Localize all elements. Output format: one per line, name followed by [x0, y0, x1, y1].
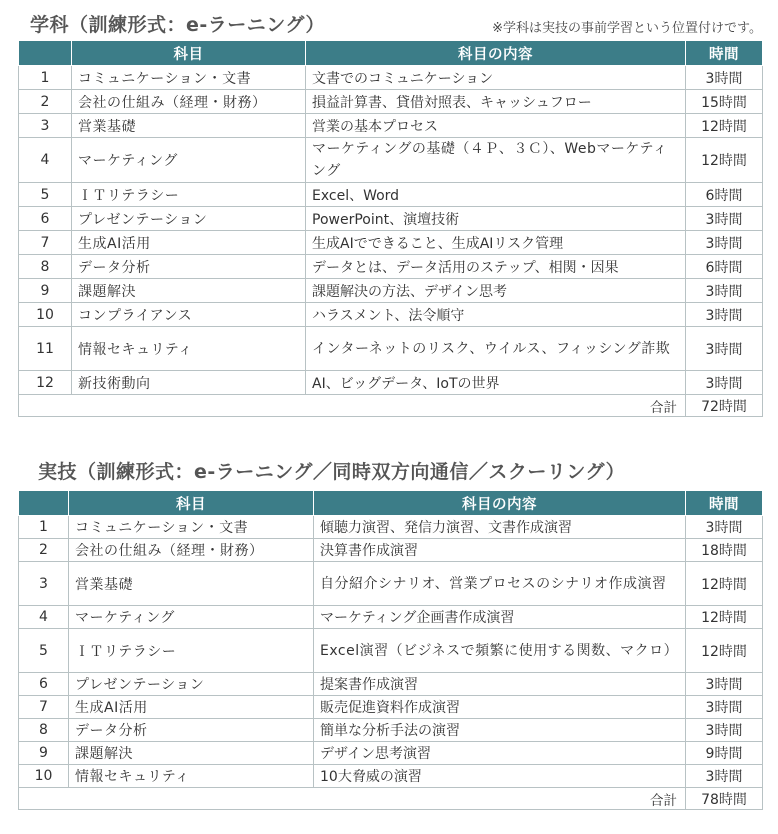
row-number: 7 — [19, 696, 69, 719]
table-row — [19, 66, 763, 90]
table-row — [19, 138, 763, 183]
row-hours: 12時間 — [686, 114, 763, 138]
row-number: 8 — [19, 719, 69, 742]
gakka-header-row — [19, 41, 763, 66]
row-subject: 会社の仕組み（経理・財務） — [72, 90, 306, 114]
jitsugi-header-row — [19, 491, 763, 516]
row-subject: 会社の仕組み（経理・財務） — [69, 539, 314, 562]
row-number: 1 — [19, 516, 69, 539]
row-subject: 情報セキュリティ — [69, 765, 314, 788]
row-hours: 3時間 — [686, 279, 763, 303]
row-content: 生成AIでできること、生成AIリスク管理 — [306, 231, 686, 255]
row-content: ハラスメント、法令順守 — [306, 303, 686, 327]
total-hours: 72時間 — [686, 395, 763, 417]
row-number: 12 — [19, 371, 72, 395]
table-row — [19, 606, 763, 629]
row-content: PowerPoint、演壇技術 — [306, 207, 686, 231]
row-content: 提案書作成演習 — [314, 673, 686, 696]
row-content: 営業の基本プロセス — [306, 114, 686, 138]
row-hours: 3時間 — [686, 327, 763, 371]
row-hours: 12時間 — [686, 629, 763, 673]
row-number: 2 — [19, 539, 69, 562]
row-hours: 12時間 — [686, 562, 763, 606]
jitsugi-table — [18, 490, 763, 810]
row-subject: 営業基礎 — [69, 562, 314, 606]
gakka-total-row — [19, 395, 763, 417]
table-row — [19, 719, 763, 742]
col-header-content: 科目の内容 — [314, 491, 686, 516]
row-hours: 15時間 — [686, 90, 763, 114]
row-subject: マーケティング — [69, 606, 314, 629]
row-number: 10 — [19, 303, 72, 327]
row-hours: 3時間 — [686, 719, 763, 742]
table-row — [19, 742, 763, 765]
row-content: Excel演習（ビジネスで頻繁に使用する関数、マクロ） — [314, 629, 686, 673]
section-gakka — [18, 6, 762, 417]
table-row — [19, 114, 763, 138]
row-number: 6 — [19, 673, 69, 696]
table-row — [19, 303, 763, 327]
row-subject: 生成AI活用 — [69, 696, 314, 719]
row-content: 傾聴力演習、発信力演習、文書作成演習 — [314, 516, 686, 539]
row-subject: ＩＴリテラシー — [72, 183, 306, 207]
total-hours: 78時間 — [686, 788, 763, 810]
col-header-subject: 科目 — [69, 491, 314, 516]
col-header-hours: 時間 — [686, 41, 763, 66]
col-header-content: 科目の内容 — [306, 41, 686, 66]
row-hours: 9時間 — [686, 742, 763, 765]
row-number: 6 — [19, 207, 72, 231]
col-header-no — [19, 491, 69, 516]
row-content: 10大脅威の演習 — [314, 765, 686, 788]
table-row — [19, 765, 763, 788]
row-hours: 3時間 — [686, 673, 763, 696]
row-number: 2 — [19, 90, 72, 114]
row-subject: コンプライアンス — [72, 303, 306, 327]
section-gakka-title: 学科（訓練形式：e-ラーニング） — [30, 14, 325, 36]
row-hours: 3時間 — [686, 231, 763, 255]
row-number: 4 — [19, 606, 69, 629]
row-content: 自分紹介シナリオ、営業プロセスのシナリオ作成演習 — [314, 562, 686, 606]
row-hours: 6時間 — [686, 183, 763, 207]
table-row — [19, 207, 763, 231]
row-hours: 3時間 — [686, 696, 763, 719]
row-content: AI、ビッグデータ、IoTの世界 — [306, 371, 686, 395]
col-header-hours: 時間 — [686, 491, 763, 516]
row-hours: 3時間 — [686, 66, 763, 90]
row-subject: プレゼンテーション — [69, 673, 314, 696]
row-content: デザイン思考演習 — [314, 742, 686, 765]
table-row — [19, 327, 763, 371]
table-row — [19, 539, 763, 562]
table-row — [19, 516, 763, 539]
row-subject: コミュニケーション・文書 — [69, 516, 314, 539]
row-subject: ＩＴリテラシー — [69, 629, 314, 673]
row-number: 5 — [19, 629, 69, 673]
section-jitsugi-title: 実技（訓練形式：e-ラーニング／同時双方向通信／スクーリング） — [38, 461, 626, 483]
table-row — [19, 562, 763, 606]
row-number: 5 — [19, 183, 72, 207]
row-hours: 3時間 — [686, 371, 763, 395]
table-row — [19, 231, 763, 255]
row-subject: データ分析 — [72, 255, 306, 279]
col-header-subject: 科目 — [72, 41, 306, 66]
row-number: 11 — [19, 327, 72, 371]
jitsugi-total-row — [19, 788, 763, 810]
row-subject: 生成AI活用 — [72, 231, 306, 255]
total-label: 合計 — [19, 395, 686, 417]
row-content: 課題解決の方法、デザイン思考 — [306, 279, 686, 303]
table-row — [19, 279, 763, 303]
row-number: 7 — [19, 231, 72, 255]
row-content: 簡単な分析手法の演習 — [314, 719, 686, 742]
row-hours: 3時間 — [686, 765, 763, 788]
row-number: 8 — [19, 255, 72, 279]
row-number: 1 — [19, 66, 72, 90]
table-row — [19, 673, 763, 696]
row-subject: 新技術動向 — [72, 371, 306, 395]
gakka-table — [18, 40, 763, 417]
table-row — [19, 183, 763, 207]
total-label: 合計 — [19, 788, 686, 810]
row-hours: 3時間 — [686, 516, 763, 539]
table-row — [19, 629, 763, 673]
row-hours: 12時間 — [686, 606, 763, 629]
table-row — [19, 90, 763, 114]
row-subject: 課題解決 — [69, 742, 314, 765]
row-hours: 18時間 — [686, 539, 763, 562]
row-content: 文書でのコミュニケーション — [306, 66, 686, 90]
row-subject: コミュニケーション・文書 — [72, 66, 306, 90]
row-number: 9 — [19, 279, 72, 303]
row-subject: マーケティング — [72, 138, 306, 183]
section-gakka-note: ※学科は実技の事前学習という位置付けです。 — [492, 21, 762, 36]
gakka-table-body — [19, 66, 763, 395]
section-jitsugi-header — [18, 452, 762, 490]
table-row — [19, 371, 763, 395]
row-number: 9 — [19, 742, 69, 765]
row-number: 4 — [19, 138, 72, 183]
col-header-no — [19, 41, 72, 66]
row-content: 販売促進資料作成演習 — [314, 696, 686, 719]
section-gakka-header — [18, 6, 762, 40]
row-subject: プレゼンテーション — [72, 207, 306, 231]
row-number: 10 — [19, 765, 69, 788]
row-content: Excel、Word — [306, 183, 686, 207]
row-content: マーケティング企画書作成演習 — [314, 606, 686, 629]
row-number: 3 — [19, 114, 72, 138]
row-subject: 情報セキュリティ — [72, 327, 306, 371]
row-subject: 営業基礎 — [72, 114, 306, 138]
row-number: 3 — [19, 562, 69, 606]
row-content: 決算書作成演習 — [314, 539, 686, 562]
section-jitsugi — [18, 452, 762, 810]
row-hours: 12時間 — [686, 138, 763, 183]
row-hours: 3時間 — [686, 303, 763, 327]
row-hours: 6時間 — [686, 255, 763, 279]
row-subject: データ分析 — [69, 719, 314, 742]
jitsugi-table-body — [19, 516, 763, 788]
row-subject: 課題解決 — [72, 279, 306, 303]
row-content: データとは、データ活用のステップ、相関・因果 — [306, 255, 686, 279]
row-content: インターネットのリスク、ウイルス、フィッシング詐欺 — [306, 327, 686, 371]
table-row — [19, 696, 763, 719]
row-content: 損益計算書、貸借対照表、キャッシュフロー — [306, 90, 686, 114]
row-content: マーケティングの基礎（４Ｐ、３Ｃ）、Webマーケティング — [306, 138, 686, 183]
row-hours: 3時間 — [686, 207, 763, 231]
table-row — [19, 255, 763, 279]
